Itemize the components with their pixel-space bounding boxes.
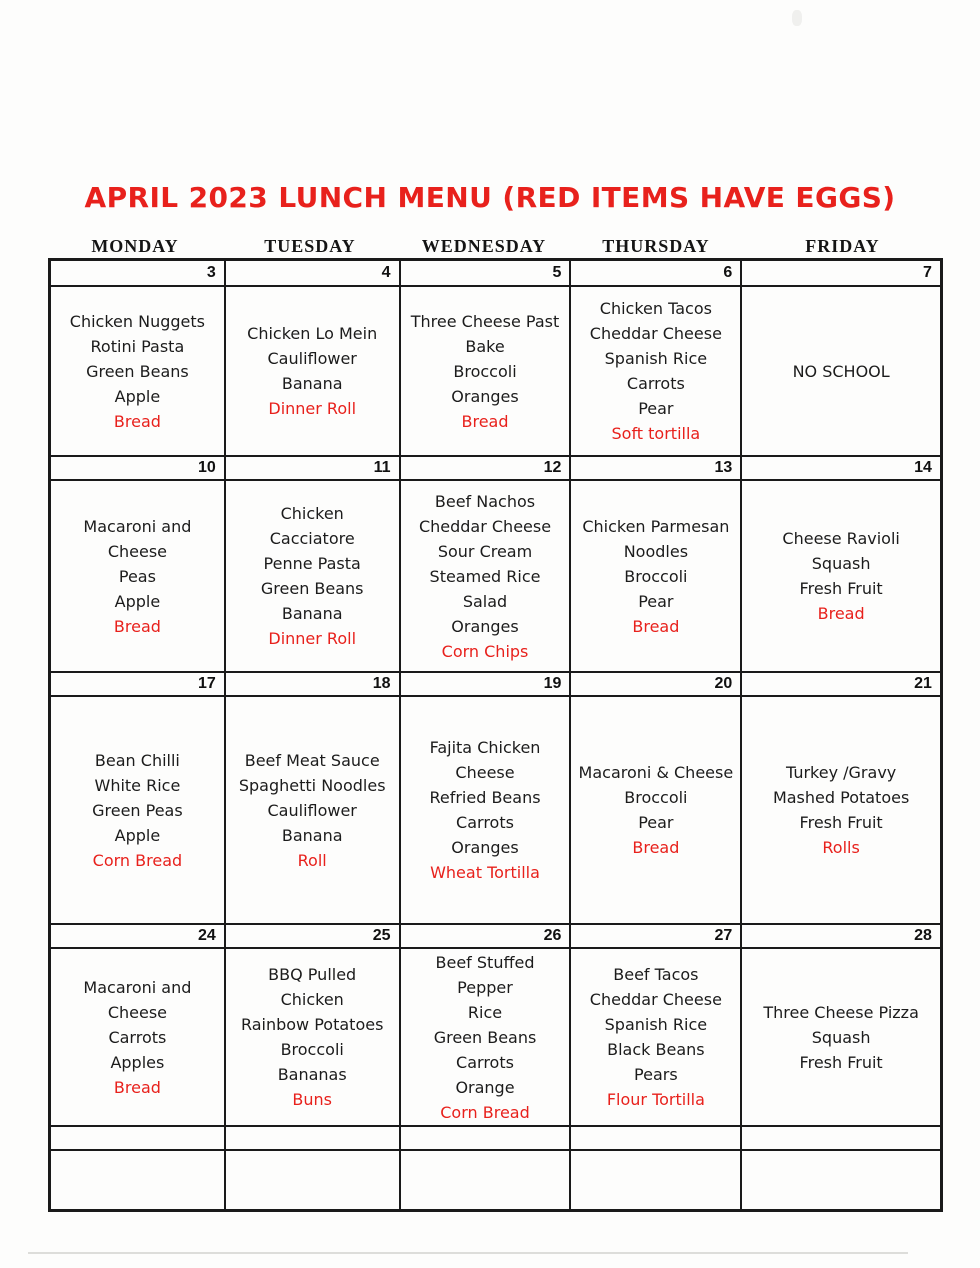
- date-cell: [224, 673, 399, 695]
- menu-cell: [740, 481, 940, 671]
- menu-item: Wheat Tortilla: [430, 863, 540, 882]
- date-number: 27: [714, 927, 733, 944]
- menu-item: Cheese: [107, 541, 167, 561]
- date-cell: [224, 261, 399, 285]
- menu-item: Cheddar Cheese: [589, 990, 722, 1009]
- menu-item: Carrots: [456, 1052, 514, 1072]
- date-cell: [740, 925, 940, 947]
- date-cell-empty: [224, 1127, 399, 1149]
- menu-item: Chicken Parmesan: [582, 516, 730, 536]
- scan-artifact-line: [28, 1252, 908, 1254]
- menu-item: Chicken Nuggets: [69, 311, 205, 331]
- menu-item: Bean Chilli: [94, 750, 180, 770]
- menu-cell: [399, 697, 570, 923]
- menu-item: Bread: [113, 411, 161, 431]
- menu-cell: [51, 287, 224, 455]
- menu-item: Macaroni & Cheese: [578, 763, 734, 782]
- date-cell-empty: [51, 1127, 224, 1149]
- menu-item: Flour Tortilla: [606, 1090, 705, 1109]
- date-number: 3: [206, 264, 216, 281]
- menu-cell: [569, 949, 740, 1125]
- menu-item: Carrots: [456, 813, 514, 832]
- menu-item: Cheddar Cheese: [418, 516, 552, 536]
- menu-cell: [740, 949, 940, 1125]
- menu-item: Carrots: [626, 374, 685, 393]
- menu-item: Cheese: [455, 763, 515, 782]
- menu-item: Green Peas: [92, 800, 183, 820]
- menu-item: Spanish Rice: [604, 349, 708, 368]
- menu-item: Dinner Roll: [268, 399, 357, 418]
- date-cell-empty: [740, 1127, 940, 1149]
- date-number: 26: [543, 927, 562, 944]
- menu-item: Refried Beans: [429, 788, 541, 807]
- menu-item: Rice: [467, 1002, 503, 1022]
- date-cell: [569, 457, 740, 479]
- menu-item: Corn Chips: [441, 641, 529, 661]
- menu-item: Bread: [817, 604, 865, 623]
- menu-item: Squash: [811, 1027, 871, 1047]
- date-row: [51, 923, 940, 947]
- date-number: 11: [373, 459, 391, 476]
- day-header-tuesday: TUESDAY: [264, 236, 356, 256]
- menu-item: Dinner Roll: [268, 629, 357, 648]
- menu-item: Roll: [297, 850, 327, 870]
- day-header-row: [48, 236, 943, 257]
- date-number: 12: [543, 459, 562, 476]
- menu-item: Orange: [455, 1077, 515, 1097]
- menu-cell: [399, 949, 570, 1125]
- menu-item: Green Beans: [86, 361, 189, 381]
- date-cell: [740, 673, 940, 695]
- menu-cell: [224, 481, 399, 671]
- date-cell: [51, 261, 224, 285]
- menu-cell: [569, 697, 740, 923]
- menu-item: Sour Cream: [437, 541, 533, 561]
- date-number: 25: [372, 927, 391, 944]
- menu-item: Bananas: [277, 1065, 347, 1084]
- date-cell: [740, 261, 940, 285]
- menu-item: Chicken Lo Mein: [247, 324, 378, 343]
- menu-item: Chicken: [280, 990, 344, 1009]
- menu-item: Peas: [118, 566, 156, 586]
- menu-cell: [740, 287, 940, 455]
- calendar-grid: [48, 258, 943, 1212]
- page-title: APRIL 2023 LUNCH MENU (RED ITEMS HAVE EGGS): [84, 181, 896, 214]
- date-row: [51, 455, 940, 479]
- menu-item: Banana: [281, 825, 343, 845]
- menu-item: Bread: [632, 616, 680, 636]
- date-number: 4: [381, 264, 391, 281]
- menu-item: Apples: [110, 1052, 165, 1072]
- menu-item: Beef Stuffed: [435, 952, 535, 972]
- menu-item: Banana: [281, 374, 343, 393]
- menu-item: Cheese Ravioli: [782, 529, 900, 548]
- menu-item: Broccoli: [624, 566, 688, 586]
- menu-item: Beef Nachos: [434, 491, 536, 511]
- menu-cell: [569, 287, 740, 455]
- date-cell: [399, 457, 570, 479]
- menu-item: Oranges: [451, 838, 519, 857]
- menu-item: Beef Meat Sauce: [244, 750, 380, 770]
- menu-item: Pear: [638, 591, 674, 611]
- menu-item: Bread: [461, 411, 509, 431]
- menu-item: Spanish Rice: [604, 1015, 708, 1034]
- date-cell: [224, 925, 399, 947]
- menu-cell: [740, 697, 940, 923]
- menu-item: Three Cheese Past: [410, 311, 560, 331]
- date-number: 5: [552, 264, 562, 281]
- date-number: 7: [923, 264, 932, 281]
- menu-item: Mashed Potatoes: [772, 788, 910, 807]
- menu-item: Apple: [114, 825, 161, 845]
- menu-item: Pear: [638, 399, 674, 418]
- date-cell: [569, 673, 740, 695]
- menu-cell: [51, 481, 224, 671]
- menu-cell: [224, 949, 399, 1125]
- menu-item: Green Beans: [433, 1027, 537, 1047]
- menu-item: Apple: [114, 591, 161, 611]
- date-number: 14: [914, 459, 932, 476]
- date-cell: [569, 925, 740, 947]
- date-row: [51, 261, 940, 285]
- menu-item: Macaroni and: [83, 516, 192, 536]
- date-cell: [51, 925, 224, 947]
- date-cell: [740, 457, 940, 479]
- menu-row: [51, 695, 940, 923]
- date-cell: [399, 925, 570, 947]
- menu-item: Pear: [638, 813, 674, 832]
- day-header-wednesday: WEDNESDAY: [421, 236, 547, 256]
- date-cell-empty: [399, 1127, 570, 1149]
- menu-item: Broccoli: [280, 1040, 344, 1059]
- menu-cell-empty: [224, 1151, 399, 1209]
- menu-item: Fresh Fruit: [799, 579, 883, 598]
- date-cell: [569, 261, 740, 285]
- menu-item: Banana: [281, 604, 343, 623]
- menu-item: Squash: [811, 554, 871, 573]
- menu-item: Bread: [113, 1077, 161, 1097]
- day-header-monday: MONDAY: [91, 236, 179, 256]
- menu-item: Fajita Chicken: [429, 738, 541, 757]
- date-cell-empty: [569, 1127, 740, 1149]
- menu-row: [51, 285, 940, 455]
- menu-item: Noodles: [623, 541, 689, 561]
- date-row-empty: [51, 1125, 940, 1149]
- menu-cell-empty: [51, 1151, 224, 1209]
- date-number: 21: [914, 675, 932, 692]
- date-number: 18: [372, 675, 391, 692]
- menu-item: Buns: [292, 1090, 332, 1109]
- menu-item: Apple: [114, 386, 161, 406]
- menu-row-empty: [51, 1149, 940, 1209]
- menu-item: Rotini Pasta: [90, 336, 185, 356]
- date-number: 10: [198, 459, 216, 476]
- menu-item: Black Beans: [607, 1040, 705, 1059]
- menu-item: Fresh Fruit: [799, 813, 883, 832]
- menu-item: White Rice: [94, 775, 181, 795]
- menu-item: Chicken Tacos: [599, 299, 712, 318]
- menu-item: Cacciatore: [269, 529, 355, 548]
- menu-cell-empty: [399, 1151, 570, 1209]
- date-number: 19: [543, 675, 562, 692]
- date-cell: [51, 673, 224, 695]
- menu-item: Cauliflower: [267, 800, 357, 820]
- menu-cell-empty: [740, 1151, 940, 1209]
- menu-item: Carrots: [108, 1027, 167, 1047]
- menu-item: Macaroni and: [83, 977, 192, 997]
- menu-item: Broccoli: [624, 788, 688, 807]
- menu-row: [51, 479, 940, 671]
- menu-item: Bread: [632, 838, 680, 857]
- menu-cell: [399, 481, 570, 671]
- menu-item: Oranges: [451, 616, 519, 636]
- menu-item: Spaghetti Noodles: [238, 775, 386, 795]
- menu-item: Three Cheese Pizza: [763, 1002, 919, 1022]
- day-header-friday: FRIDAY: [805, 236, 880, 256]
- date-number: 17: [198, 675, 216, 692]
- menu-item: Pears: [634, 1065, 678, 1084]
- menu-cell: [224, 287, 399, 455]
- menu-item: Bake: [465, 336, 505, 356]
- menu-cell: [569, 481, 740, 671]
- menu-item: Corn Bread: [92, 850, 183, 870]
- menu-item: Rainbow Potatoes: [240, 1015, 384, 1034]
- date-number: 20: [714, 675, 733, 692]
- date-number: 28: [914, 927, 932, 944]
- menu-cell: [399, 287, 570, 455]
- menu-item: Rolls: [822, 838, 860, 857]
- date-cell: [399, 673, 570, 695]
- menu-row: [51, 947, 940, 1125]
- date-row: [51, 671, 940, 695]
- menu-item: Pepper: [457, 977, 513, 997]
- menu-item: Fresh Fruit: [799, 1052, 883, 1072]
- menu-item: Salad: [462, 591, 508, 611]
- date-cell: [399, 261, 570, 285]
- menu-item: Oranges: [451, 386, 519, 406]
- menu-cell: [51, 949, 224, 1125]
- menu-item: Turkey /Gravy: [785, 763, 897, 782]
- menu-item: Beef Tacos: [613, 965, 699, 984]
- date-cell: [224, 457, 399, 479]
- menu-item: Bread: [113, 616, 161, 636]
- scan-smudge: [792, 10, 802, 26]
- menu-item: Penne Pasta: [263, 554, 361, 573]
- menu-item: Broccoli: [453, 361, 517, 381]
- menu-item: Steamed Rice: [429, 566, 541, 586]
- day-header-thursday: THURSDAY: [602, 236, 710, 256]
- menu-cell-empty: [569, 1151, 740, 1209]
- date-cell: [51, 457, 224, 479]
- menu-item: Cauliflower: [267, 349, 357, 368]
- menu-item: BBQ Pulled: [268, 965, 357, 984]
- menu-item: Chicken: [280, 504, 344, 523]
- menu-item: Soft tortilla: [611, 424, 701, 443]
- date-number: 6: [723, 264, 733, 281]
- menu-item: Cheese: [107, 1002, 167, 1022]
- menu-cell: [51, 697, 224, 923]
- menu-item: Cheddar Cheese: [589, 324, 722, 343]
- menu-cell: [224, 697, 399, 923]
- menu-item: Green Beans: [260, 579, 364, 598]
- menu-item: Corn Bread: [440, 1102, 530, 1122]
- menu-item: NO SCHOOL: [792, 361, 890, 381]
- date-number: 24: [198, 927, 216, 944]
- date-number: 13: [714, 459, 733, 476]
